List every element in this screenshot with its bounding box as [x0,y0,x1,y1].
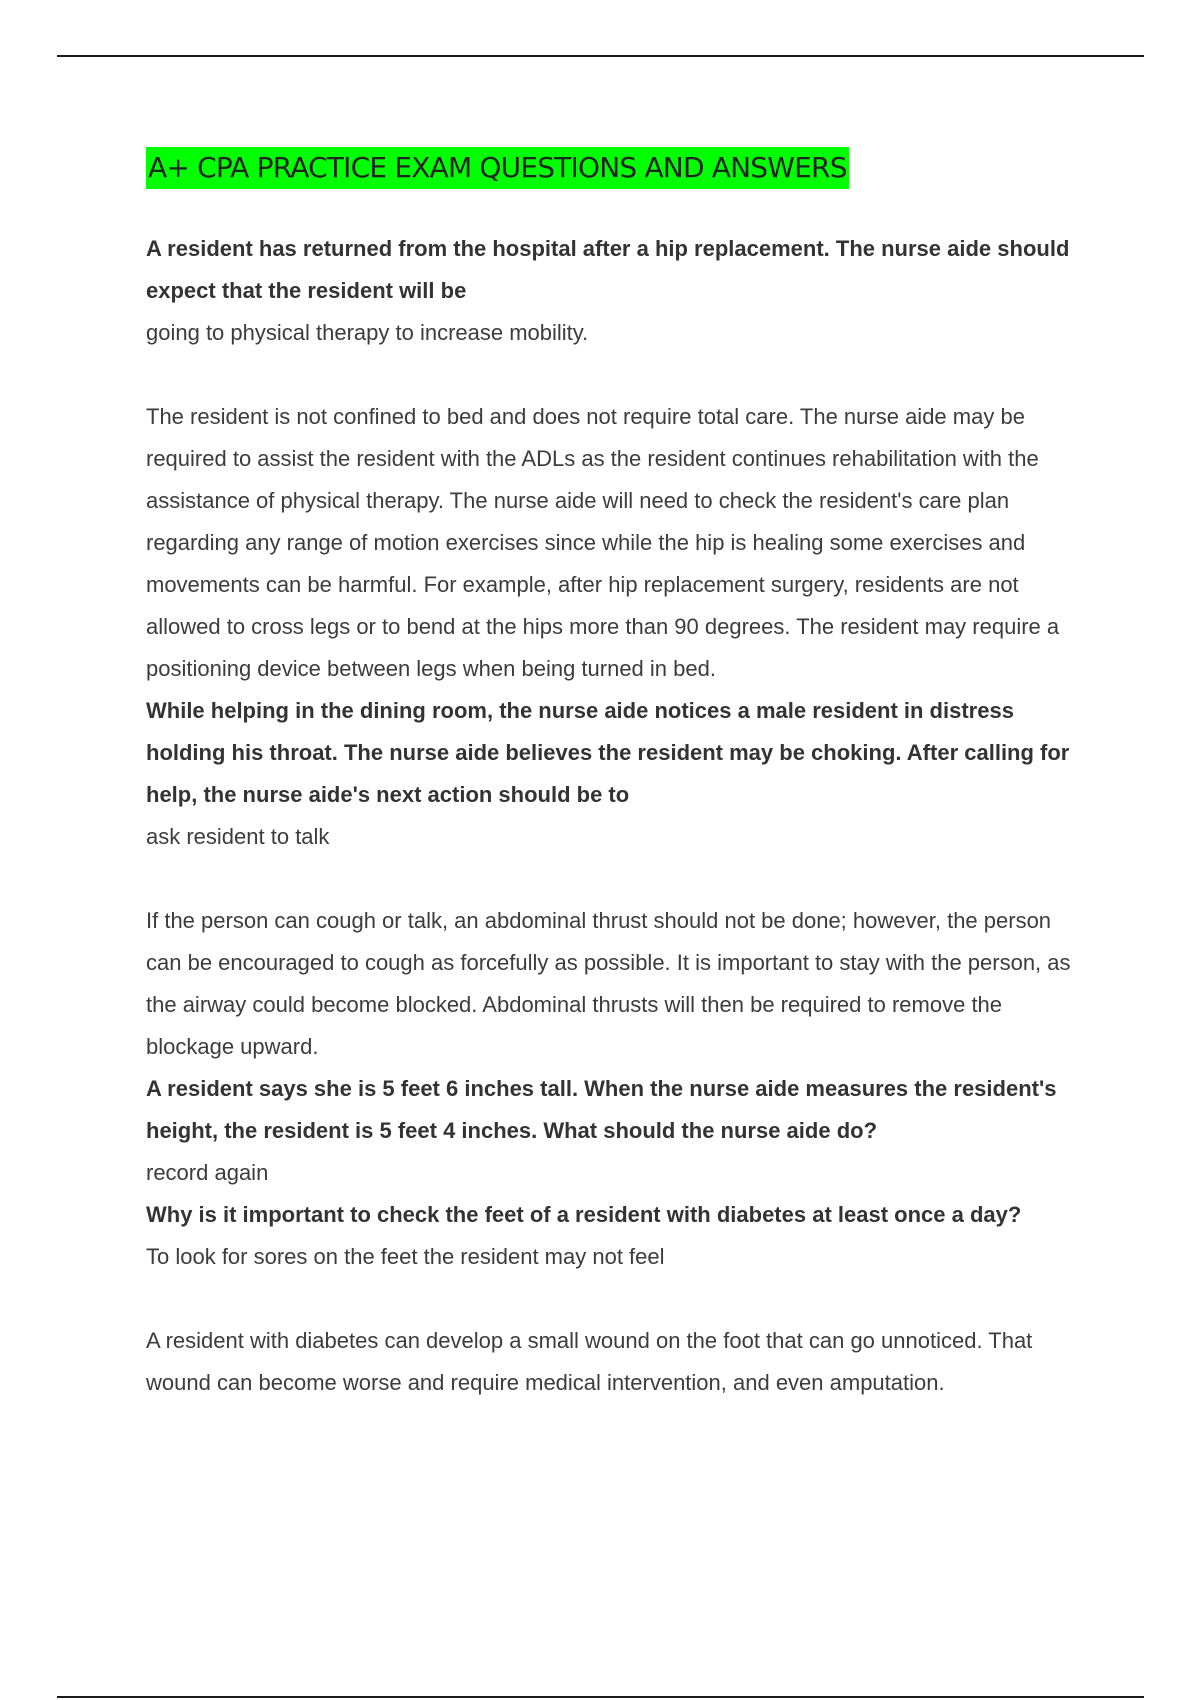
answer-4: To look for sores on the feet the resident may not feel [146,1244,665,1269]
question-4: Why is it important to check the feet of a resident with diabetes at least once a day? [146,1202,1022,1227]
spacer [146,354,1092,396]
footer-rule [57,1696,1144,1698]
question-1: A resident has returned from the hospital after a hip replacement. The nurse aide should expect that the resident will be [146,236,1070,303]
spacer [146,858,1092,900]
title-block [146,147,849,189]
spacer [146,1278,1092,1320]
explanation-4: A resident with diabetes can develop a small wound on the foot that can go unnoticed. That wound can become worse and require medical intervention, and even amputation. [146,1328,1033,1395]
explanation-2: If the person can cough or talk, an abdominal thrust should not be done; however, the person can be encouraged to cough as forcefully as possible. It is important to stay with the person, as the airway could become blocked. Abdominal thrusts will then be required to remove the blockage upward. [146,908,1071,1059]
answer-2: ask resident to talk [146,824,330,849]
answer-1: going to physical therapy to increase mobility. [146,320,589,345]
header-rule [57,55,1144,57]
page-title: A+ CPA PRACTICE EXAM QUESTIONS AND ANSWERS [146,147,849,189]
qa-content [146,228,1092,1404]
question-2: While helping in the dining room, the nurse aide notices a male resident in distress holding his throat. The nurse aide believes the resident may be choking. After calling for help, the nurse aide's next action should be to [146,698,1070,807]
explanation-1: The resident is not confined to bed and does not require total care. The nurse aide may be required to assist the resident with the ADLs as the resident continues rehabilitation with the assistance of physical therapy. The nurse aide will need to check the resident's care plan regarding any range of motion exercises since while the hip is healing some exercises and movements can be harmful. For example, after hip replacement surgery, residents are not allowed to cross legs or to bend at the hips more than 90 degrees. The resident may require a positioning device between legs when being turned in bed. [146,404,1060,681]
answer-3: record again [146,1160,269,1185]
question-3: A resident says she is 5 feet 6 inches tall. When the nurse aide measures the resident's height, the resident is 5 feet 4 inches. What should the nurse aide do? [146,1076,1057,1143]
